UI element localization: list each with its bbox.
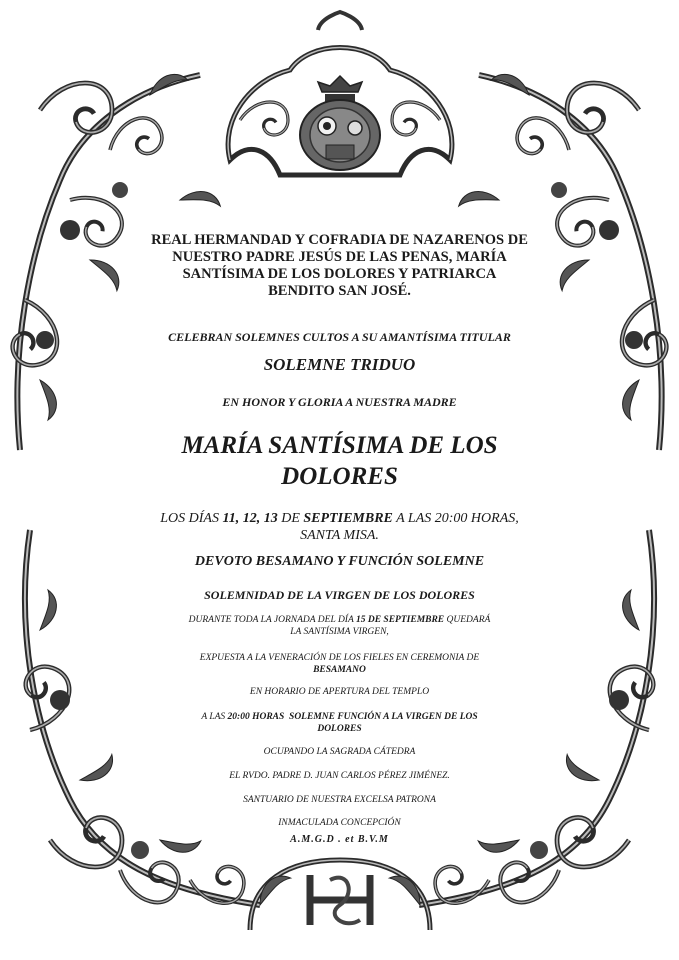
dias-mid: DE [277, 511, 304, 526]
titular-line-2: DOLORES [281, 463, 398, 490]
solemnidad-line: SOLEMNIDAD DE LA VIRGEN DE LOS DOLORES [204, 588, 475, 602]
funcion-line [110, 711, 569, 735]
header-line-4: BENDITO SAN JOSÉ. [268, 283, 411, 299]
expuesta-line [110, 652, 569, 676]
triduo-dates [110, 510, 569, 544]
header-line-2: NUESTRO PADRE JESÚS DE LAS PENAS, MARÍA [172, 249, 507, 265]
header-line-3: SANTÍSIMA DE LOS DOLORES Y PATRIARCA [182, 266, 497, 282]
inmaculada-line: INMACULADA CONCEPCIÓN [278, 818, 401, 828]
durante-date: 15 DE SEPTIEMBRE [355, 615, 445, 625]
dias-month: SEPTIEMBRE [303, 511, 393, 526]
header-line-1: REAL HERMANDAD Y COFRADIA DE NAZARENOS DE [151, 232, 528, 248]
santuario-line: SANTUARIO DE NUESTRA EXCELSA PATRONA [243, 795, 436, 805]
durante-line [110, 614, 569, 638]
durante-prefix: DURANTE TODA LA JORNADA DEL DÍA [188, 615, 356, 625]
funcion-time: 20:00 HORAS [227, 712, 285, 722]
dias-suffix: A LAS 20:00 HORAS, [392, 511, 519, 526]
celebran-line: CELEBRAN SOLEMNES CULTOS A SU AMANTÍSIMA TITULAR [168, 330, 511, 344]
durante-suffix: QUEDARÁ [444, 615, 491, 625]
funcion-rest: SOLEMNE FUNCIÓN A LA VIRGEN DE LOS [284, 712, 478, 722]
amgd-line: A.M.G.D . et B.V.M [290, 834, 389, 845]
besamano-title: DEVOTO BESAMANO Y FUNCIÓN SOLEMNE [194, 554, 485, 569]
honor-line: EN HONOR Y GLORIA A NUESTRA MADRE [222, 395, 457, 409]
expuesta-line-1: EXPUESTA A LA VENERACIÓN DE LOS FIELES EN CEREMONIA DE [199, 653, 480, 663]
bottom-monogram [250, 860, 430, 930]
dias-line-2: SANTA MISA. [300, 528, 379, 543]
funcion-line-2: DOLORES [317, 724, 362, 734]
expuesta-line-2: BESAMANO [313, 665, 366, 675]
brotherhood-name [110, 232, 569, 300]
titular-line-1: MARÍA SANTÍSIMA DE LOS [181, 432, 498, 459]
titular-name [110, 430, 569, 492]
brotherhood-emblem [300, 76, 380, 170]
ocupando-line: OCUPANDO LA SAGRADA CÁTEDRA [263, 747, 416, 757]
preacher-line: EL RVDO. PADRE D. JUAN CARLOS PÉREZ JIMÉNEZ. [229, 771, 450, 781]
horario-line: EN HORARIO DE APERTURA DEL TEMPLO [249, 687, 430, 697]
triduo-title: SOLEMNE TRIDUO [263, 355, 416, 374]
funcion-prefix: A LAS [201, 712, 228, 722]
durante-line-2: LA SANTÍSIMA VIRGEN, [290, 627, 389, 637]
dias-prefix: LOS DÍAS [160, 511, 223, 526]
dias-dates: 11, 12, 13 [222, 511, 278, 526]
